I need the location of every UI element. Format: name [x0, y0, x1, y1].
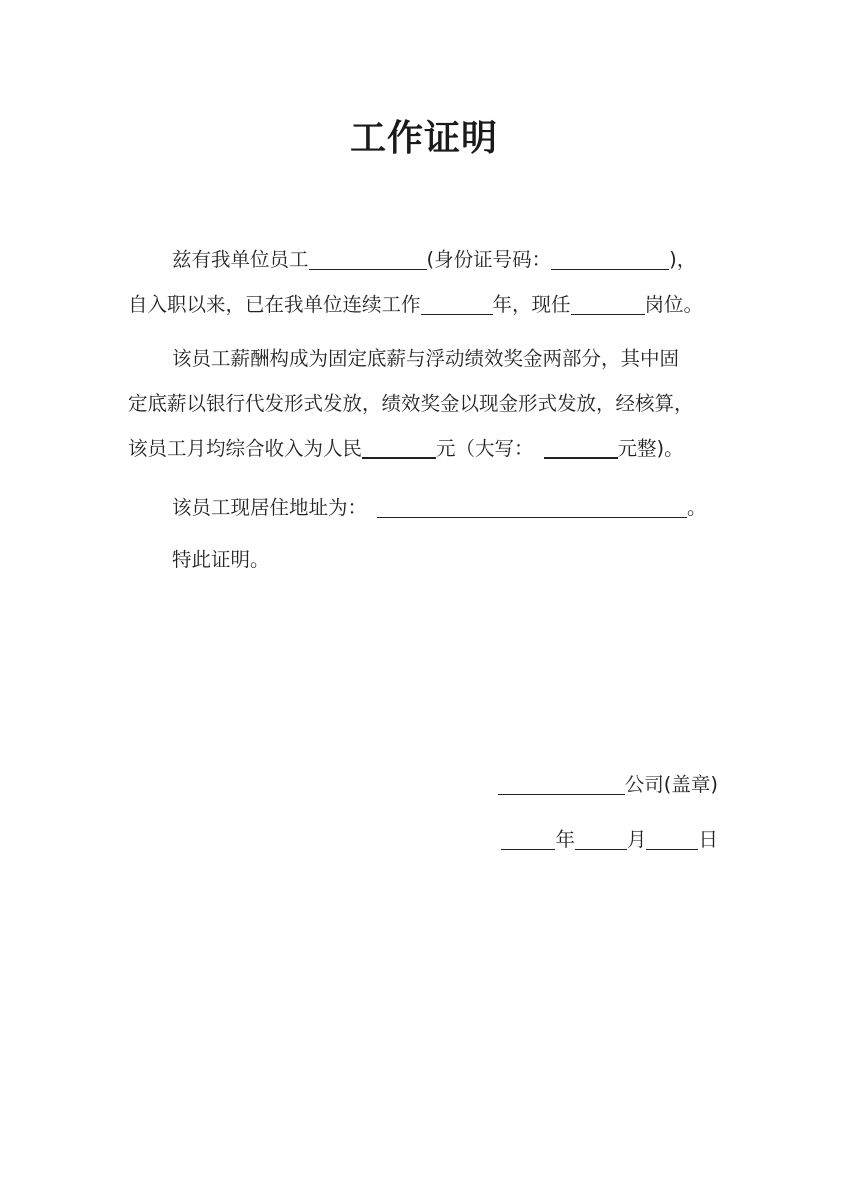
- employee-name-blank[interactable]: [309, 247, 427, 270]
- address-line: [172, 494, 764, 522]
- income-capital-blank[interactable]: [544, 435, 618, 459]
- text-since-joined: 自入职以来，已在我单位连续工作: [128, 293, 421, 316]
- income-amount-blank[interactable]: [362, 435, 436, 459]
- paragraph1-line2: [128, 291, 720, 319]
- text-month: 月: [626, 828, 647, 851]
- id-number-blank[interactable]: [551, 247, 669, 270]
- text-capital-label: 元（大写：: [436, 437, 534, 460]
- company-seal-line: [498, 771, 718, 799]
- position-blank[interactable]: [571, 292, 645, 315]
- paragraph1-line1: [172, 246, 764, 274]
- text-id-label: (身份证号码：: [426, 248, 552, 271]
- address-blank[interactable]: [377, 495, 687, 518]
- text-position-suffix: 岗位。: [644, 293, 704, 316]
- text-day: 日: [698, 828, 718, 851]
- text-year: 年: [555, 828, 575, 851]
- years-worked-blank[interactable]: [421, 292, 493, 315]
- year-blank[interactable]: [501, 827, 555, 850]
- paragraph2-line3: [128, 435, 720, 463]
- text-company-seal: 公司(盖章): [624, 773, 718, 796]
- company-name-blank[interactable]: [498, 772, 625, 795]
- text-current-position: 年，现任: [492, 293, 571, 316]
- text-close-paren: )，: [669, 248, 697, 271]
- paragraph2-line2: 定底薪以银行代发形式发放，绩效奖金以现金形式发放，经核算，: [128, 392, 694, 415]
- paragraph2-line1: 该员工薪酬构成为固定底薪与浮动绩效奖金两部分，其中固: [172, 347, 680, 370]
- date-line: [501, 826, 718, 854]
- text-address-suffix: 。: [687, 496, 707, 519]
- page-title: 工作证明: [349, 118, 498, 159]
- text-employee-intro: 兹有我单位员工: [172, 248, 309, 271]
- text-monthly-income: 该员工月均综合收入为人民: [128, 437, 363, 460]
- month-blank[interactable]: [575, 827, 627, 850]
- text-address-label: 该员工现居住地址为：: [172, 496, 368, 519]
- closing-text: 特此证明。: [172, 548, 270, 571]
- text-yuan-suffix: 元整)。: [617, 437, 684, 460]
- day-blank[interactable]: [646, 827, 698, 850]
